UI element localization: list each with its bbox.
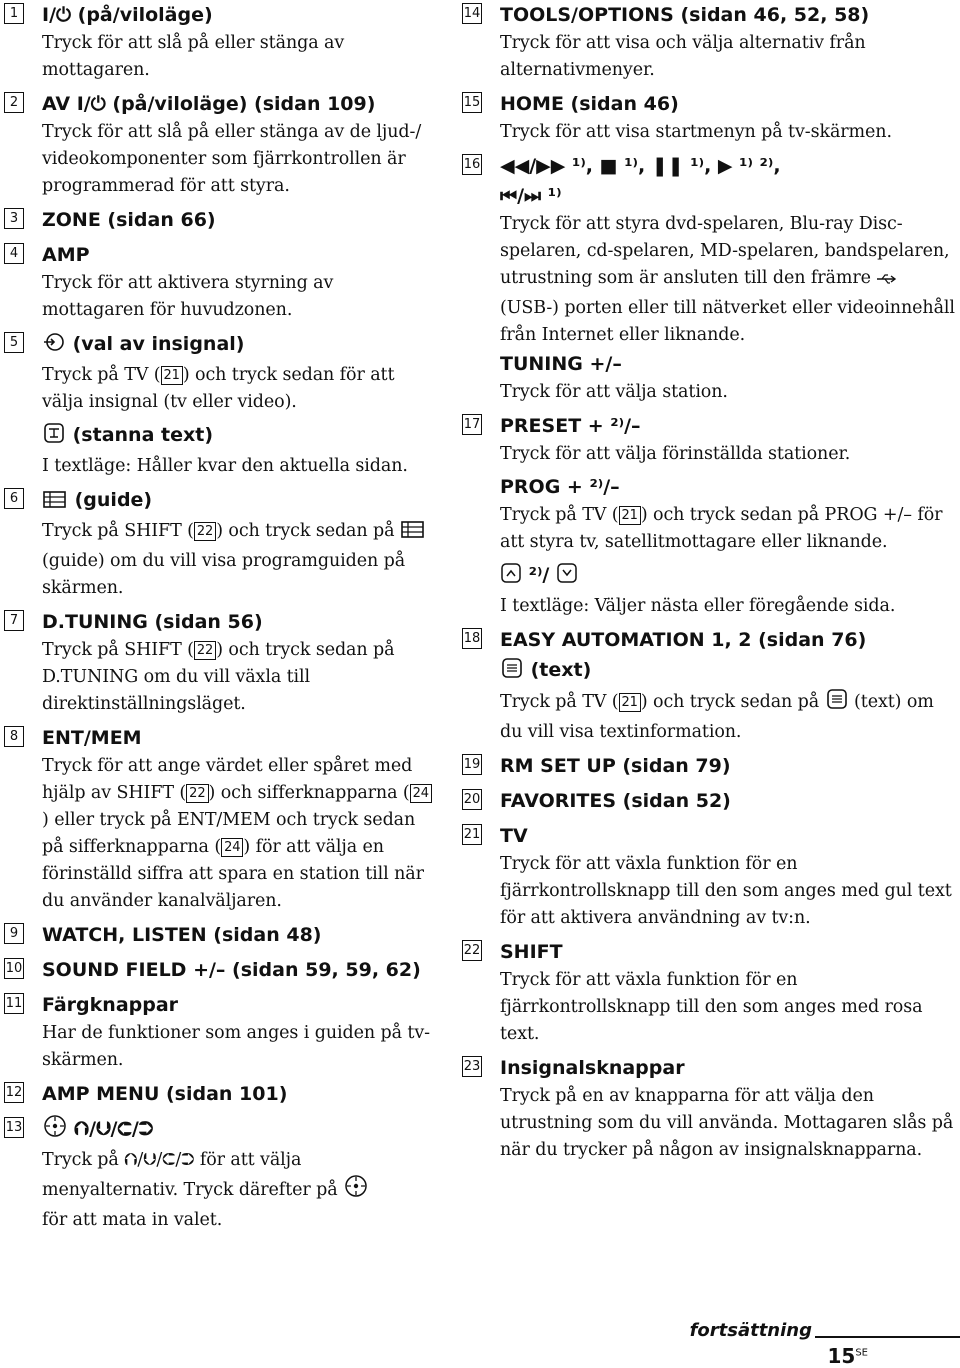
desc-part: (text) om du vill visa textinformation. xyxy=(500,692,934,742)
entry-21 xyxy=(462,821,956,932)
continued-label: fortsättning xyxy=(689,1320,812,1341)
entry-17 xyxy=(462,411,956,620)
item-heading: SHIFT xyxy=(500,941,563,963)
entry-7 xyxy=(4,607,434,718)
desc-part: ) och tryck sedan på xyxy=(640,692,820,712)
item-heading xyxy=(42,485,434,518)
desc-part: för att mata in valet. xyxy=(42,1210,223,1230)
desc-part: Tryck på SHIFT ( xyxy=(42,640,194,660)
entry-9 xyxy=(4,920,434,950)
desc-part: ) eller tryck på ENT/MEM och tryck sedan på sifferknapparna ( xyxy=(42,810,416,857)
page-down-icon xyxy=(556,562,578,593)
entry-13 xyxy=(4,1114,434,1234)
item-number: 12 xyxy=(4,1082,24,1103)
sub-heading: TUNING +/– xyxy=(500,353,622,375)
ref-box: 21 xyxy=(619,693,641,712)
item-heading xyxy=(42,329,434,362)
ref-box: 24 xyxy=(410,784,432,803)
entry-12 xyxy=(4,1079,434,1109)
entry-11 xyxy=(4,990,434,1074)
item-description: Tryck på en av knapparna för att välja den utrustning som du vill använda. Mottagaren slås på när du trycker på någon av insignalsknapparna. xyxy=(500,1086,954,1160)
enter-icon xyxy=(343,1174,369,1207)
item-heading: WATCH, LISTEN (sidan 48) xyxy=(42,924,322,946)
sub-heading-text: ²⁾/ xyxy=(528,564,550,586)
item-number: 2 xyxy=(4,92,24,113)
page-number-suffix: SE xyxy=(855,1347,868,1359)
right-column xyxy=(462,0,956,1169)
desc-part: Tryck för att ange värdet eller spåret med hjälp av SHIFT ( xyxy=(42,756,413,803)
desc-part: ) för att välja en förinställd siffra att spara en station till när du använder kanalväljaren. xyxy=(42,837,424,911)
item-heading: SOUND FIELD +/– (sidan 59, 59, 62) xyxy=(42,959,421,981)
ref-box: 22 xyxy=(194,522,216,541)
sub-heading: PROG + ²⁾/– xyxy=(500,476,620,498)
entry-5 xyxy=(4,329,434,480)
item-heading: ◀◀/▶▶ ¹⁾, ■ ¹⁾, ❚❚ ¹⁾, ▶ ¹⁾ ²⁾, xyxy=(500,155,781,177)
enter-icon xyxy=(42,1114,68,1147)
item-description xyxy=(42,362,434,416)
item-heading: I/⏻ (på/viloläge) xyxy=(42,4,213,26)
desc-part: Tryck på SHIFT ( xyxy=(42,521,194,541)
item-description xyxy=(42,518,434,602)
item-heading: ZONE (sidan 66) xyxy=(42,209,216,231)
sub-heading-text: (text) xyxy=(530,659,592,681)
page-up-icon xyxy=(500,562,522,593)
desc-part: ) och sifferknapparna ( xyxy=(208,783,410,803)
item-number: 18 xyxy=(462,628,482,649)
sub-description: I textläge: Håller kvar den aktuella sidan. xyxy=(42,456,408,476)
entry-3 xyxy=(4,205,434,235)
item-number: 17 xyxy=(462,414,482,435)
item-heading: HOME (sidan 46) xyxy=(500,93,679,115)
sub-heading xyxy=(500,655,956,688)
item-heading-text: (val av insignal) xyxy=(72,333,245,355)
item-heading: PRESET + ²⁾/– xyxy=(500,415,641,437)
ref-box: 24 xyxy=(221,838,243,857)
item-number: 6 xyxy=(4,488,24,509)
item-heading-text: (guide) xyxy=(74,489,153,511)
sub-heading-text: (stanna text) xyxy=(72,424,214,446)
item-number: 1 xyxy=(4,3,24,24)
item-description xyxy=(42,753,434,915)
entry-18 xyxy=(462,625,956,746)
item-number: 9 xyxy=(4,923,24,944)
item-description xyxy=(500,211,956,349)
entry-8 xyxy=(4,723,434,915)
sub-description: Tryck för att välja station. xyxy=(500,382,728,402)
desc-part: ) och tryck sedan på D.TUNING om du vill växla till direktinställningsläget. xyxy=(42,640,395,714)
item-number: 23 xyxy=(462,1056,482,1077)
entry-6 xyxy=(4,485,434,602)
item-heading: TV xyxy=(500,825,528,847)
item-number: 19 xyxy=(462,754,482,775)
item-description: Tryck för att välja förinställda stationer. xyxy=(500,444,851,464)
item-description: Tryck för att aktivera styrning av mottagaren för huvudzonen. xyxy=(42,273,334,320)
text-icon xyxy=(825,688,849,719)
entry-10 xyxy=(4,955,434,985)
item-heading: EASY AUTOMATION 1, 2 (sidan 76) xyxy=(500,629,867,651)
text-icon xyxy=(500,657,524,688)
desc-part: (USB-) porten eller till nätverket eller videoinnehåll från Internet eller liknande. xyxy=(500,298,955,345)
item-number: 21 xyxy=(462,824,482,845)
desc-part: Tryck på TV ( xyxy=(42,365,161,385)
item-heading: Färgknappar xyxy=(42,994,179,1016)
item-heading-text: ⮉/⮋/⮈/⮊ xyxy=(74,1118,154,1140)
ref-box: 22 xyxy=(186,784,208,803)
item-number: 13 xyxy=(4,1117,24,1138)
item-heading: FAVORITES (sidan 52) xyxy=(500,790,731,812)
entry-22 xyxy=(462,937,956,1048)
item-heading: AMP xyxy=(42,244,90,266)
item-description: Tryck för att slå på eller stänga av de ljud-/ videokomponenter som fjärrkontrollen är programmerad för att styra. xyxy=(42,122,422,196)
sub-heading xyxy=(42,420,434,453)
page-number-text: 15 xyxy=(827,1344,856,1368)
entry-14 xyxy=(462,0,956,84)
item-description xyxy=(42,1147,434,1234)
item-heading: D.TUNING (sidan 56) xyxy=(42,611,263,633)
item-description: Tryck för att visa och välja alternativ från alternativmenyer. xyxy=(500,33,866,80)
item-heading: TOOLS/OPTIONS (sidan 46, 52, 58) xyxy=(500,4,870,26)
desc-part: Tryck för att styra dvd-spelaren, Blu-ray Disc-spelaren, cd-spelaren, MD-spelaren, bandspelaren, utrustning som är ansluten till den främre xyxy=(500,214,950,288)
guide-icon xyxy=(400,519,426,548)
sub-heading-page xyxy=(500,560,956,593)
desc-part: ) och tryck sedan för att välja insignal (tv eller video). xyxy=(42,365,395,412)
entry-16 xyxy=(462,151,956,406)
entry-2 xyxy=(4,89,434,200)
item-heading: RM SET UP (sidan 79) xyxy=(500,755,731,777)
ref-box: 22 xyxy=(194,641,216,660)
item-number: 4 xyxy=(4,243,24,264)
item-description xyxy=(500,688,956,746)
sub-description xyxy=(500,502,956,556)
item-description: Tryck för att slå på eller stänga av mottagaren. xyxy=(42,33,345,80)
desc-part: ) och tryck sedan på xyxy=(216,521,395,541)
desc-part: ) och tryck sedan på PROG +/– för att styra tv, satellitmottagare eller liknande. xyxy=(500,505,943,552)
item-heading: Insignalsknappar xyxy=(500,1057,685,1079)
desc-part: Tryck på TV ( xyxy=(500,505,619,525)
usb-icon xyxy=(876,268,898,295)
item-heading: AMP MENU (sidan 101) xyxy=(42,1083,288,1105)
item-number: 14 xyxy=(462,3,482,24)
item-heading: AV I/⏻ (på/viloläge) (sidan 109) xyxy=(42,93,376,115)
text-hold-icon xyxy=(42,422,66,453)
entry-1 xyxy=(4,0,434,84)
guide-icon xyxy=(42,488,68,518)
item-heading xyxy=(42,1114,434,1147)
item-number: 22 xyxy=(462,940,482,961)
item-number: 16 xyxy=(462,154,482,175)
item-number: 3 xyxy=(4,208,24,229)
desc-part: (guide) om du vill visa programguiden på skärmen. xyxy=(42,551,406,598)
input-select-icon xyxy=(42,331,66,362)
item-description: Tryck för att visa startmenyn på tv-skärmen. xyxy=(500,122,892,142)
ref-box: 21 xyxy=(619,506,641,525)
sub-description: I textläge: Väljer nästa eller föregående sida. xyxy=(500,596,896,616)
ref-box: 21 xyxy=(161,366,183,385)
item-number: 7 xyxy=(4,610,24,631)
entry-15 xyxy=(462,89,956,146)
item-number: 11 xyxy=(4,993,24,1014)
entry-4 xyxy=(4,240,434,324)
left-column xyxy=(4,0,434,1239)
desc-part: Tryck på ⮉/⮋/⮈/⮊ för att välja menyalternativ. Tryck därefter på xyxy=(42,1150,338,1200)
item-number: 5 xyxy=(4,332,24,353)
item-description: Tryck för att växla funktion för en fjärrkontrollsknapp till den som anges med rosa text. xyxy=(500,970,923,1044)
item-number: 10 xyxy=(4,958,24,979)
entry-20 xyxy=(462,786,956,816)
item-number: 20 xyxy=(462,789,482,810)
item-heading-line2: ⏮/⏭ ¹⁾ xyxy=(500,185,562,207)
item-description: Har de funktioner som anges i guiden på tv-skärmen. xyxy=(42,1023,430,1070)
entry-19 xyxy=(462,751,956,781)
entry-23 xyxy=(462,1053,956,1164)
item-number: 15 xyxy=(462,92,482,113)
item-description: Tryck för att växla funktion för en fjärrkontrollsknapp till den som anges med gul text för att aktivera användning av tv:n. xyxy=(500,854,952,928)
item-heading: ENT/MEM xyxy=(42,727,142,749)
page-number xyxy=(827,1344,868,1368)
continued-rule xyxy=(815,1336,960,1338)
item-description xyxy=(42,637,434,718)
desc-part: Tryck på TV ( xyxy=(500,692,619,712)
item-number: 8 xyxy=(4,726,24,747)
